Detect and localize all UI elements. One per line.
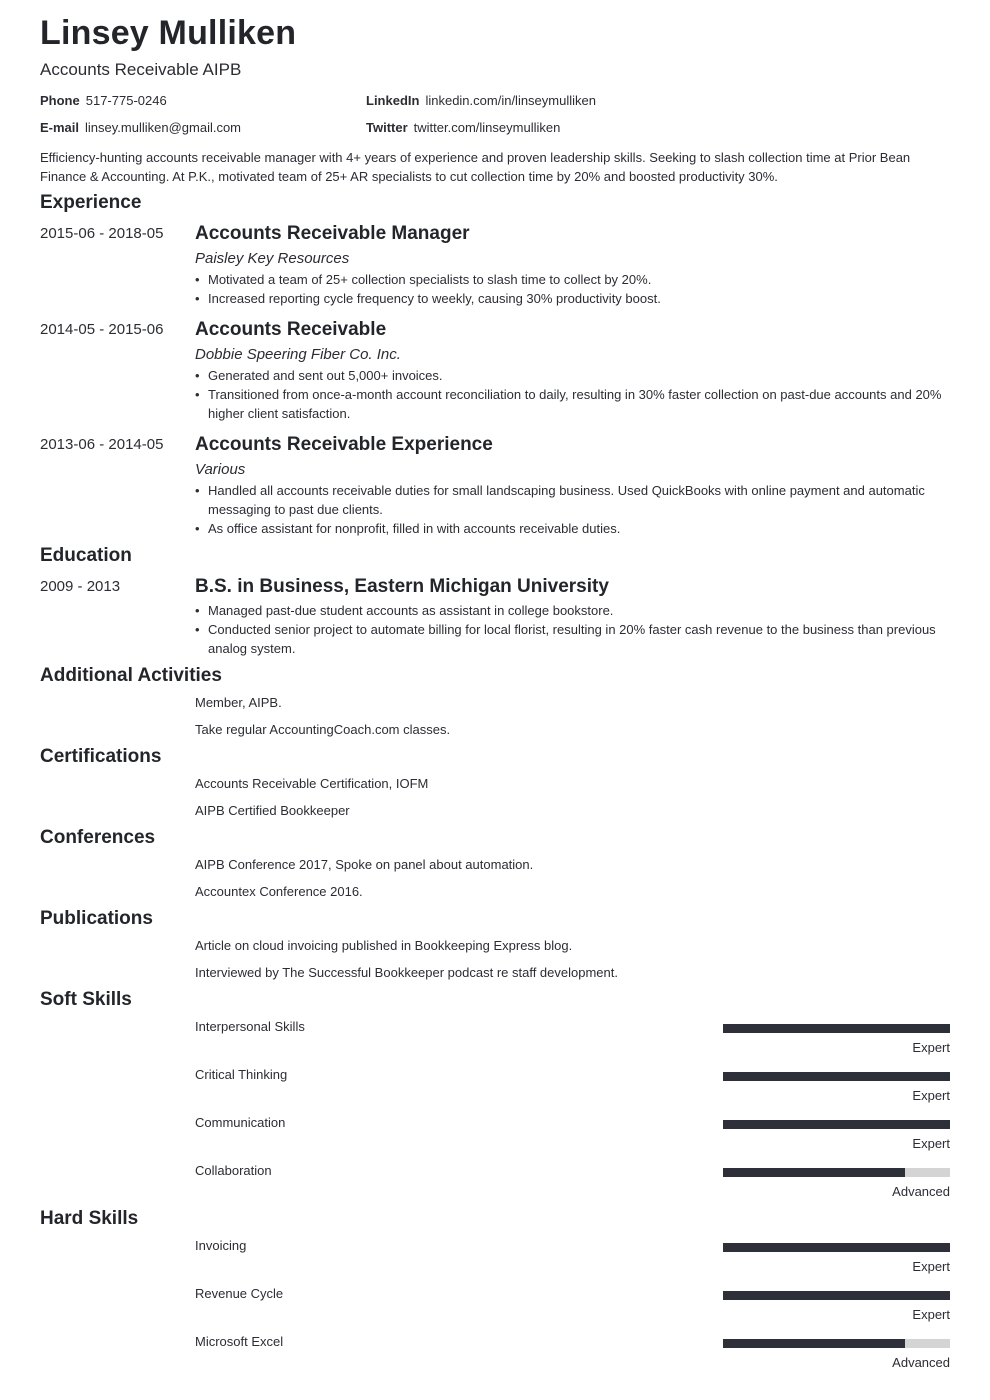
- activities-heading: Additional Activities: [40, 665, 222, 686]
- skill-level-bar: [723, 1339, 950, 1348]
- skill-name: Communication: [195, 1115, 286, 1130]
- activity-item: Take regular AccountingCoach.com classes.: [195, 722, 451, 737]
- bullet-item: • Increased reporting cycle frequency to weekly, causing 30% productivity boost.: [195, 289, 950, 308]
- job-dates: 2015-06 - 2018-05: [40, 225, 164, 242]
- skill-level-label: Expert: [912, 1136, 950, 1151]
- bullet-item: • Motivated a team of 25+ collection specialists to slash time to collect by 20%.: [195, 270, 950, 289]
- skill-level-fill: [723, 1339, 905, 1348]
- conferences-heading: Conferences: [40, 827, 156, 848]
- certification-item: AIPB Certified Bookkeeper: [195, 803, 350, 818]
- job-dates: 2013-06 - 2014-05: [40, 436, 164, 453]
- certifications-heading: Certifications: [40, 746, 162, 767]
- job-bullets: [195, 270, 950, 308]
- skill-level-label: Expert: [912, 1259, 950, 1274]
- activity-item: Member, AIPB.: [195, 695, 282, 710]
- publication-item: Interviewed by The Successful Bookkeeper podcast re staff development.: [195, 965, 618, 980]
- job-company: Dobbie Speering Fiber Co. Inc.: [195, 346, 401, 363]
- contact-phone-label: Phone: [40, 93, 80, 108]
- skill-level-bar: [723, 1291, 950, 1300]
- job-bullets: [195, 481, 950, 538]
- skill-level-label: Advanced: [892, 1184, 950, 1199]
- skill-level-bar: [723, 1243, 950, 1252]
- candidate-name: Linsey Mulliken: [40, 14, 297, 52]
- bullet-item: • As office assistant for nonprofit, filled in with accounts receivable duties.: [195, 519, 950, 538]
- contact-linkedin: [366, 93, 596, 108]
- job-title: Accounts Receivable Manager: [195, 223, 470, 244]
- conference-item: Accountex Conference 2016.: [195, 884, 363, 899]
- conference-item: AIPB Conference 2017, Spoke on panel about automation.: [195, 857, 534, 872]
- skill-level-label: Expert: [912, 1040, 950, 1055]
- education-bullets: [195, 601, 950, 658]
- contact-twitter: [366, 120, 560, 135]
- skill-level-label: Expert: [912, 1088, 950, 1103]
- skill-level-fill: [723, 1072, 950, 1081]
- contact-twitter-value[interactable]: twitter.com/linseymulliken: [413, 120, 561, 135]
- job-title: Accounts Receivable Experience: [195, 434, 493, 455]
- contact-linkedin-value[interactable]: linkedin.com/in/linseymulliken: [425, 93, 596, 108]
- education-dates: 2009 - 2013: [40, 578, 121, 595]
- education-heading: Education: [40, 545, 132, 566]
- experience-heading: Experience: [40, 192, 142, 213]
- contact-linkedin-label: LinkedIn: [366, 93, 420, 108]
- skill-name: Invoicing: [195, 1238, 247, 1253]
- contact-email: [40, 120, 241, 135]
- skill-level-bar: [723, 1024, 950, 1033]
- skill-level-label: Advanced: [892, 1355, 950, 1370]
- contact-email-label: E-mail: [40, 120, 80, 135]
- skill-level-bar: [723, 1120, 950, 1129]
- contact-twitter-label: Twitter: [366, 120, 408, 135]
- candidate-role: Accounts Receivable AIPB: [40, 60, 242, 79]
- skill-level-bar: [723, 1168, 950, 1177]
- contact-phone-value: 517-775-0246: [85, 93, 167, 108]
- hard-skills-heading: Hard Skills: [40, 1208, 139, 1229]
- job-company: Various: [195, 461, 246, 478]
- job-title: Accounts Receivable: [195, 319, 387, 340]
- summary-text: Efficiency-hunting accounts receivable manager with 4+ years of experience and proven leadership skills. Seeking to slash collection time at Prior Bean Finance & Accounting. At P.K., motivated team of 25+ AR specialists to cut collection time by 20% and boosted productivity 30%.: [40, 150, 911, 184]
- skill-level-bar: [723, 1072, 950, 1081]
- contact-phone: [40, 93, 167, 108]
- publications-heading: Publications: [40, 908, 153, 929]
- bullet-item: • Transitioned from once-a-month account reconciliation to daily, resulting in 30% faster collection on past-due accounts and 20% higher client satisfaction.: [195, 385, 950, 423]
- bullet-item: • Managed past-due student accounts as assistant in college bookstore.: [195, 601, 950, 620]
- skill-level-fill: [723, 1120, 950, 1129]
- skill-name: Collaboration: [195, 1163, 272, 1178]
- skill-name: Microsoft Excel: [195, 1334, 284, 1349]
- soft-skills-heading: Soft Skills: [40, 989, 132, 1010]
- job-dates: 2014-05 - 2015-06: [40, 321, 164, 338]
- skill-level-fill: [723, 1243, 950, 1252]
- bullet-item: • Conducted senior project to automate billing for local florist, resulting in 20% faster cash revenue to the business than previous analog system.: [195, 620, 950, 658]
- skill-level-label: Expert: [912, 1307, 950, 1322]
- job-company: Paisley Key Resources: [195, 250, 350, 267]
- bullet-item: • Generated and sent out 5,000+ invoices.: [195, 366, 950, 385]
- certification-item: Accounts Receivable Certification, IOFM: [195, 776, 429, 791]
- contact-email-value[interactable]: linsey.mulliken@gmail.com: [85, 120, 242, 135]
- skill-level-fill: [723, 1168, 905, 1177]
- skill-name: Revenue Cycle: [195, 1286, 284, 1301]
- skill-level-fill: [723, 1291, 950, 1300]
- education-degree: B.S. in Business, Eastern Michigan University: [195, 576, 609, 597]
- job-bullets: [195, 366, 950, 423]
- publication-item: Article on cloud invoicing published in Bookkeeping Express blog.: [195, 938, 573, 953]
- bullet-item: • Handled all accounts receivable duties for small landscaping business. Used QuickBooks with online payment and automatic messaging to past due clients.: [195, 481, 950, 519]
- skill-name: Critical Thinking: [195, 1067, 288, 1082]
- skill-level-fill: [723, 1024, 950, 1033]
- skill-name: Interpersonal Skills: [195, 1019, 305, 1034]
